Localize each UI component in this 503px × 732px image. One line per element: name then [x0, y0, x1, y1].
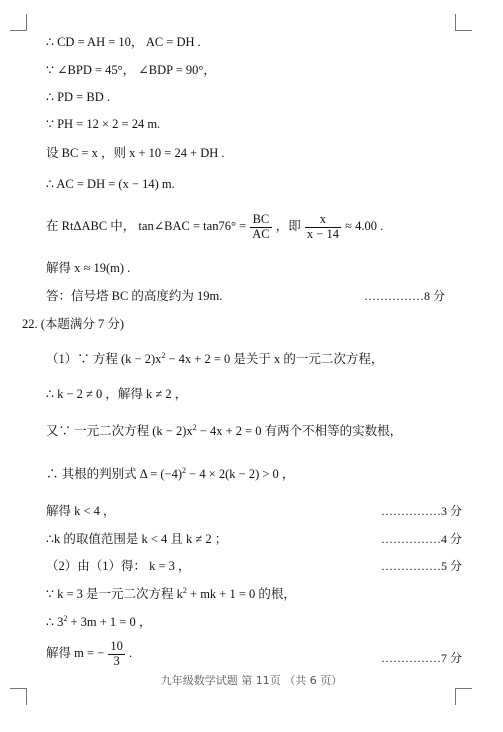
part1-line-4-b: − 4 × 2(k − 2) > 0 ， — [186, 467, 295, 481]
fraction-numerator: BC — [250, 213, 271, 228]
solution-line-4: ∵ PH = 12 × 2 = 24 m. — [46, 117, 161, 131]
question-22-heading: 22. (本题满分 7 分) — [22, 317, 125, 331]
part1-line-1-a: （1）∵ 方程 (k − 2)x — [46, 352, 162, 366]
part1-line-4 — [46, 464, 294, 482]
part1-line-3 — [46, 421, 402, 439]
solution-line-8: 解得 x ≈ 19(m) . — [46, 261, 131, 275]
solution-line-2: ∵ ∠BPD = 45°， ∠BDP = 90°， — [46, 63, 216, 77]
part2-line-1: （2）由（1）得： k = 3 ， — [46, 559, 191, 573]
score-4: ……………4 分 — [381, 532, 463, 546]
part2-line-2 — [46, 584, 296, 602]
part2-line-2-b: + mk + 1 = 0 的根， — [186, 587, 296, 601]
part1-line-2: ∴ k − 2 ≠ 0 ，解得 k ≠ 2 ， — [46, 387, 188, 401]
solution-line-6: ∴ AC = DH = (x − 14) m. — [46, 177, 175, 191]
line7-text-c: ≈ 4.00 . — [345, 219, 384, 234]
score-7: ……………7 分 — [381, 651, 463, 665]
superscript-2: 2 — [63, 613, 68, 623]
part2-line-4 — [46, 640, 132, 669]
superscript-2: 2 — [182, 585, 187, 595]
answer-line: 答：信号塔 BC 的高度约为 19m. — [46, 289, 223, 303]
part1-line-5: 解得 k < 4 ， — [46, 504, 116, 518]
score-5: ……………5 分 — [381, 559, 463, 573]
score-3: ……………3 分 — [381, 504, 463, 518]
part1-line-4-a: ∴ 其根的判别式 Δ = (−4) — [46, 467, 183, 481]
part2-line-2-a: ∵ k = 3 是一元二次方程 k — [46, 587, 183, 601]
superscript-2: 2 — [161, 350, 166, 360]
crop-mark-top-right — [455, 14, 472, 31]
part2-line-3-b: + 3m + 1 = 0 ， — [67, 615, 152, 629]
solution-line-7 — [46, 213, 383, 242]
line7-text-a: 在 RtΔABC 中， tan∠BAC = tan76° = — [46, 219, 247, 234]
part1-line-3-a: 又∵ 一元二次方程 (k − 2)x — [46, 424, 193, 438]
fraction-denominator: x − 14 — [306, 226, 339, 241]
fraction-10-over-3 — [108, 640, 125, 669]
fraction-x-over-x-minus-14 — [305, 213, 341, 242]
fraction-bc-over-ac — [250, 213, 271, 242]
fraction-numerator: 10 — [110, 639, 123, 653]
part2-line-4-a: 解得 m = − — [46, 646, 105, 661]
part1-line-6: ∴k 的取值范围是 k < 4 且 k ≠ 2 ； — [46, 532, 228, 546]
superscript-2: 2 — [192, 422, 197, 432]
crop-mark-bottom-left — [10, 688, 27, 705]
part2-line-3 — [46, 612, 151, 630]
solution-line-5: 设 BC = x ，则 x + 10 = 24 + DH . — [46, 146, 225, 160]
fraction-numerator: x — [305, 213, 341, 228]
part1-line-1-b: − 4x + 2 = 0 是关于 x 的一元二次方程， — [165, 352, 384, 366]
solution-line-3: ∴ PD = BD . — [46, 90, 110, 104]
part2-line-4-b: . — [128, 646, 133, 661]
part2-line-3-a: ∴ 3 — [46, 615, 64, 629]
crop-mark-bottom-right — [455, 688, 472, 705]
part1-line-1 — [46, 349, 383, 367]
score-8: ……………8 分 — [364, 289, 446, 303]
superscript-2: 2 — [182, 465, 187, 475]
crop-mark-top-left — [10, 14, 27, 31]
page-footer: 九年级数学试题 第 11页 （共 6 页） — [160, 674, 343, 687]
solution-line-1: ∴ CD = AH = 10， AC = DH . — [46, 35, 201, 49]
part1-line-3-b: − 4x + 2 = 0 有两个不相等的实数根， — [196, 424, 403, 438]
fraction-denominator: AC — [252, 226, 270, 241]
fraction-denominator: 3 — [113, 653, 120, 668]
line7-text-b: ，即 — [275, 219, 301, 234]
